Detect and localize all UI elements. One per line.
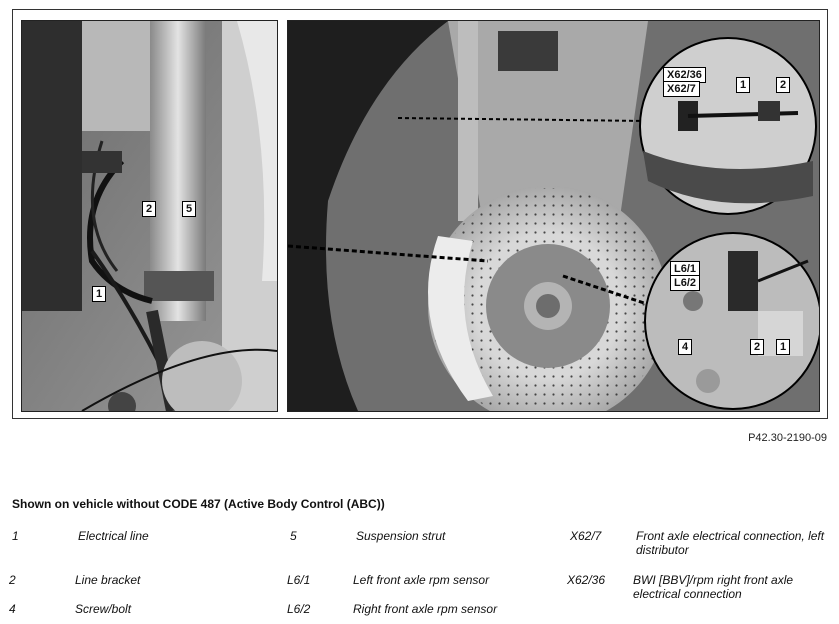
legend-code: 5 xyxy=(290,529,297,543)
legend-desc: Line bracket xyxy=(75,573,141,587)
legend-code: X62/36 xyxy=(567,573,606,587)
legend-code: 2 xyxy=(9,573,16,587)
legend-desc: Right front axle rpm sensor xyxy=(353,602,498,616)
legend-desc: Screw/bolt xyxy=(75,602,132,616)
right-photo xyxy=(287,20,820,412)
callout-right-4: 4 xyxy=(678,339,692,355)
callout-l6-2: L6/2 xyxy=(670,275,700,291)
callout-left-1: 1 xyxy=(92,286,106,302)
legend-code: L6/1 xyxy=(287,573,311,587)
figure-id: P42.30-2190-09 xyxy=(748,432,827,444)
callout-right-1-top: 1 xyxy=(736,77,750,93)
figure-frame xyxy=(12,9,828,419)
legend-code: L6/2 xyxy=(287,602,311,616)
callout-left-5: 5 xyxy=(182,201,196,217)
legend-code: X62/7 xyxy=(570,529,602,543)
callout-right-2-top: 2 xyxy=(776,77,790,93)
legend-code: 4 xyxy=(9,602,16,616)
figure-caption: Shown on vehicle without CODE 487 (Active Body Control (ABC)) xyxy=(12,497,385,511)
callout-right-2-bottom: 2 xyxy=(750,339,764,355)
callout-left-2: 2 xyxy=(142,201,156,217)
callout-right-1-bottom: 1 xyxy=(776,339,790,355)
legend-code: 1 xyxy=(12,529,19,543)
legend-desc: Suspension strut xyxy=(356,529,446,543)
callout-x62-7: X62/7 xyxy=(663,81,700,97)
callout-l6-1: L6/1 xyxy=(670,261,700,277)
legend-desc: Front axle electrical connection, left distributor xyxy=(636,529,825,557)
legend-desc: Electrical line xyxy=(78,529,149,543)
legend-desc: BWI [BBV]/rpm right front axle electrical connection xyxy=(633,573,794,601)
legend-desc: Left front axle rpm sensor xyxy=(353,573,490,587)
left-photo xyxy=(21,20,278,412)
callout-x62-36: X62/36 xyxy=(663,67,706,83)
